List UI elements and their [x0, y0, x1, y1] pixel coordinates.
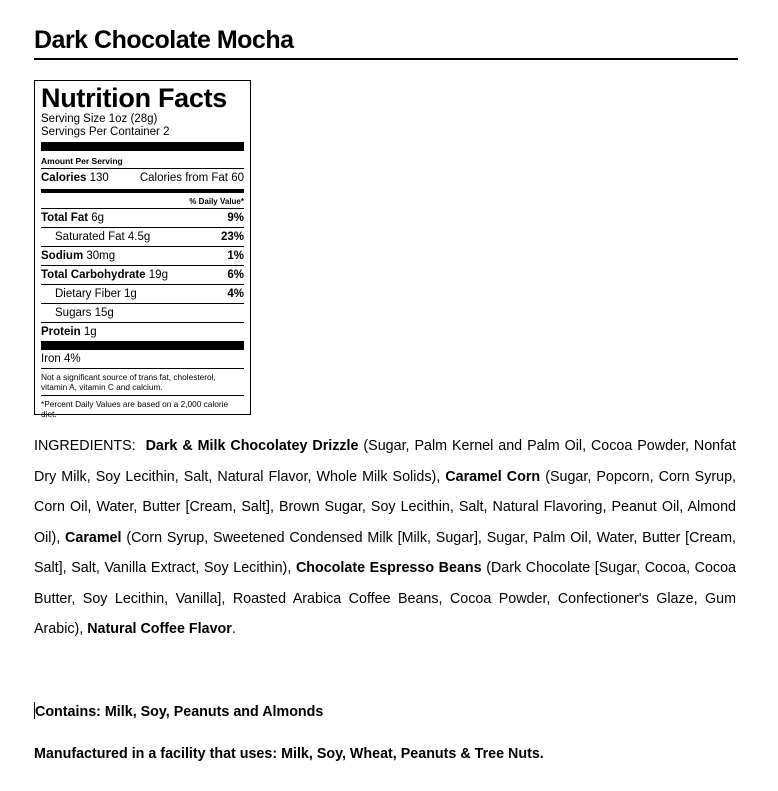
- ingredient-name: Caramel Corn: [445, 468, 541, 485]
- nutrient-row-sugars: [41, 303, 244, 322]
- nutrient-label: Saturated Fat: [55, 231, 125, 243]
- ingredient-detail: (Sugar, Palm Kernel and Palm Oil, Cocoa Powder, Nonfat Dry Milk, Soy Lecithin, Salt, Natural Flavor, Whole Milk Solids),: [34, 438, 736, 485]
- ingredient-name: Chocolate Espresso Beans: [295, 560, 482, 576]
- nutrient-row-saturated-fat: [41, 227, 244, 246]
- nutrient-amount: 1g: [83, 326, 97, 338]
- serving-size: Serving Size 1oz (28g): [41, 113, 158, 125]
- nutrient-amount: 30mg: [86, 250, 116, 262]
- allergen-contains[interactable]: [34, 702, 323, 720]
- nutrient-label: Protein: [41, 326, 81, 338]
- iron-row: [41, 350, 244, 368]
- product-title: Dark Chocolate Mocha: [34, 26, 294, 54]
- contains-text: Contains: Milk, Soy, Peanuts and Almonds: [35, 704, 324, 720]
- facility-statement: Manufactured in a facility that uses: Milk, Soy, Wheat, Peanuts & Tree Nuts.: [34, 746, 544, 762]
- nutrient-amount: 6g: [91, 212, 105, 224]
- nutrient-amount: 1g: [124, 288, 137, 300]
- nutrient-dv: 6%: [227, 269, 244, 281]
- nutrient-row-dietary-fiber: [41, 284, 244, 303]
- ingredient-name: Natural Coffee Flavor: [87, 621, 232, 637]
- ingredient-name: Caramel: [65, 529, 122, 546]
- nutrient-amount: 15g: [94, 307, 114, 319]
- nutrient-label: Sugars: [55, 307, 92, 319]
- servings-per-container: Servings Per Container 2: [41, 126, 170, 138]
- footnote-daily-values: *Percent Daily Values are based on a 2,000 calorie diet.: [41, 395, 244, 422]
- nutrient-dv: 1%: [227, 250, 244, 262]
- nutrient-label: Total Fat: [41, 212, 89, 224]
- iron-value: Iron 4%: [41, 353, 81, 365]
- nutrient-row-total-fat: [41, 208, 244, 227]
- ingredient-name: Dark & Milk Chocolatey Drizzle: [145, 438, 359, 454]
- nutrient-label: Sodium: [41, 250, 84, 262]
- nutrient-amount: 4.5g: [127, 231, 151, 243]
- nutrition-facts-panel: [34, 80, 251, 419]
- footnote-trans-fat: Not a significant source of trans fat, cholesterol, vitamin A, vitamin C and calcium.: [41, 368, 244, 395]
- nutrient-amount: 19g: [148, 269, 168, 281]
- thick-divider: [41, 341, 244, 350]
- amount-per-serving: Amount Per Serving: [41, 156, 123, 166]
- nutrient-row-total-carbohydrate: [41, 265, 244, 284]
- thick-divider: [41, 142, 244, 151]
- ingredient-detail: (Corn Syrup, Sweetened Condensed Milk [Milk, Sugar], Sugar, Palm Oil, Water, Butter [Cream, Salt], Salt, Vanilla Extract, Soy Lecithin),: [34, 529, 737, 576]
- ingredient-detail: (Sugar, Popcorn, Corn Syrup, Corn Oil, Water, Butter [Cream, Salt], Brown Sugar, Soy Lecithin, Salt, Natural Flavoring, Peanut Oil, Almond Oil),: [34, 468, 736, 546]
- nutrient-dv: 9%: [227, 212, 244, 224]
- calories-value: 130: [89, 172, 109, 184]
- ingredient-detail: .: [231, 621, 236, 637]
- ingredients-paragraph: [34, 431, 736, 645]
- nutrient-label: Dietary Fiber: [55, 288, 121, 300]
- nutrient-row-protein: [41, 322, 244, 341]
- calories-row: [41, 168, 244, 187]
- ingredient-detail: (Dark Chocolate [Sugar, Cocoa, Cocoa Butter, Soy Lecithin, Vanilla], Roasted Arabica Coffee Beans, Cocoa Powder, Confectioner's Glaze, Gum Arabic),: [34, 560, 736, 637]
- medium-divider: [41, 189, 244, 193]
- nutrient-label: Total Carbohydrate: [41, 269, 146, 281]
- title-underline: [34, 58, 738, 60]
- calories-label: Calories: [41, 172, 87, 184]
- nutrition-heading: Nutrition Facts: [41, 83, 228, 113]
- calories-from-fat: Calories from Fat 60: [139, 172, 244, 184]
- nutrient-dv: 4%: [227, 288, 244, 300]
- ingredients-label: INGREDIENTS:: [34, 438, 136, 454]
- daily-value-header: % Daily Value*: [189, 197, 244, 206]
- nutrient-dv: 23%: [220, 231, 244, 243]
- nutrient-row-sodium: [41, 246, 244, 265]
